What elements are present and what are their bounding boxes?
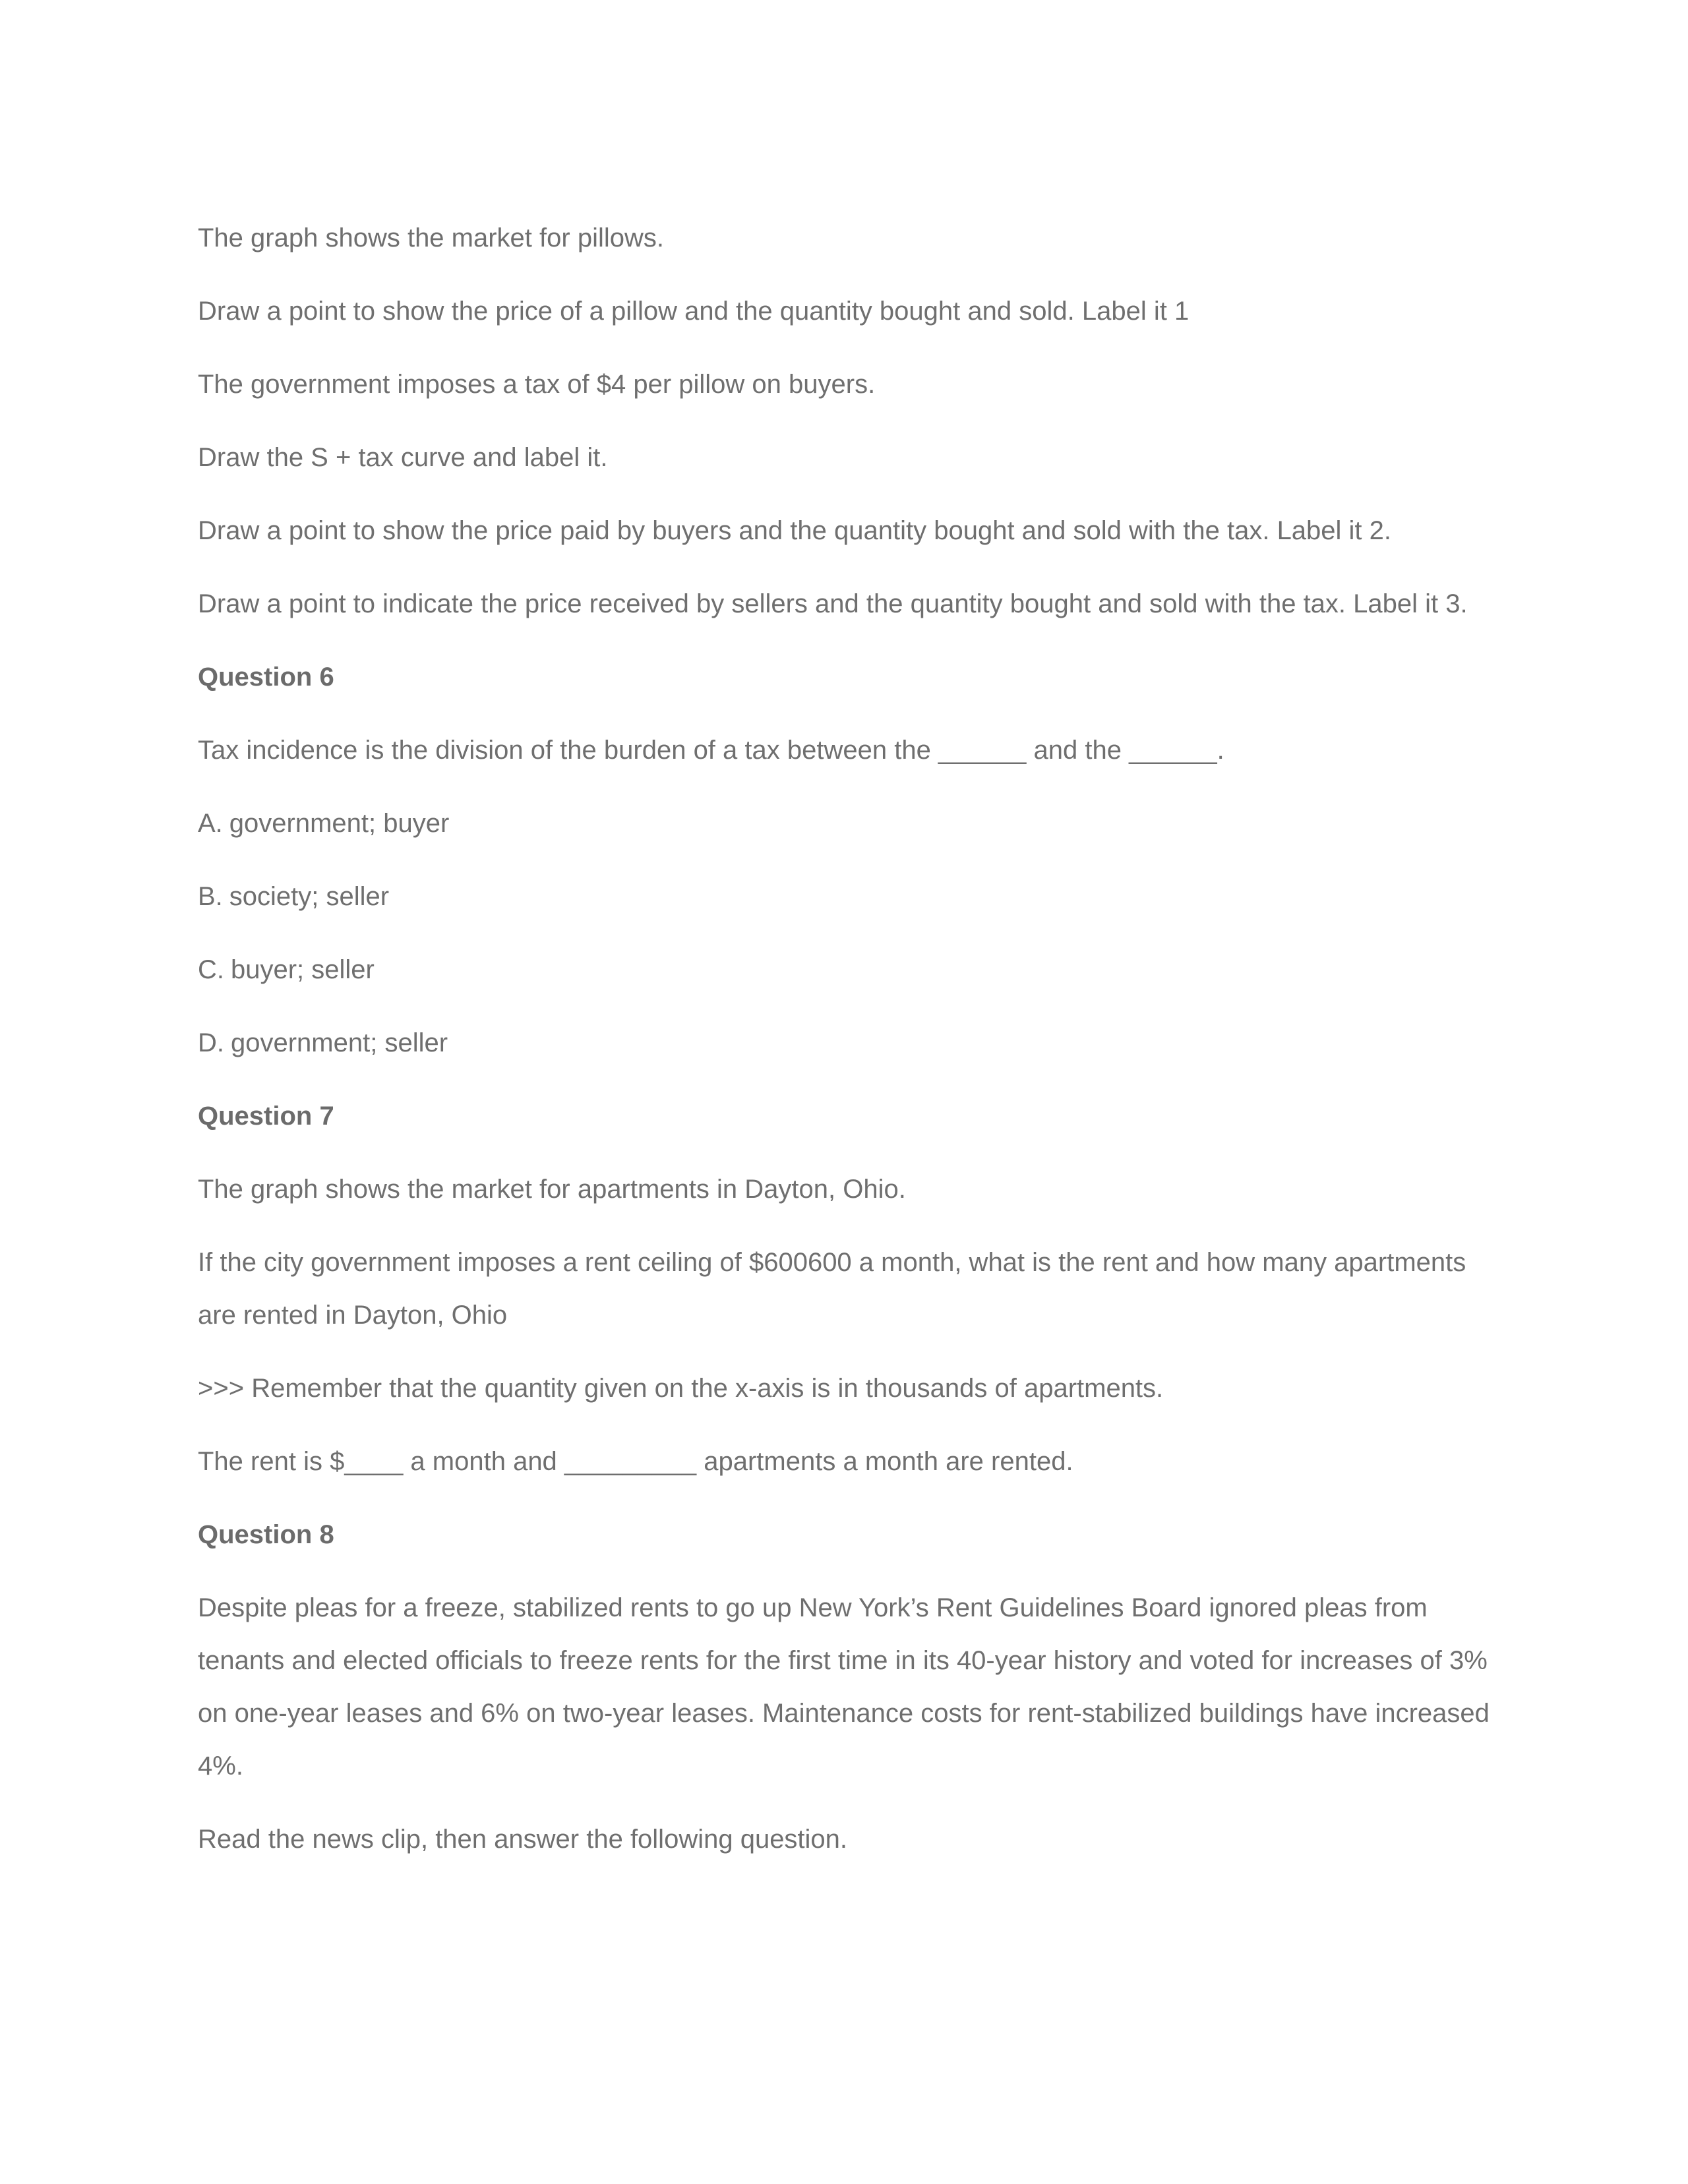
option-letter: A.: [198, 809, 223, 838]
option-letter: D.: [198, 1028, 224, 1057]
intro-paragraph-1: The graph shows the market for pillows.: [198, 223, 664, 252]
intro-paragraph-4: Draw the S + tax curve and label it.: [198, 443, 608, 472]
document-body: [198, 212, 1490, 1886]
question-8-instruction: Read the news clip, then answer the following question.: [198, 1825, 848, 1854]
question-6-prompt: Tax incidence is the division of the burden of a tax between the ______ and the ______.: [198, 736, 1224, 765]
question-6-option-b: [198, 870, 1490, 923]
question-7-line-1: The graph shows the market for apartments in Dayton, Ohio.: [198, 1175, 906, 1204]
question-6-heading: Question 6: [198, 663, 334, 692]
intro-paragraph-2: Draw a point to show the price of a pillow and the quantity bought and sold. Label it 1: [198, 297, 1190, 326]
question-6-option-d: [198, 1017, 1490, 1069]
question-7-heading: Question 7: [198, 1102, 334, 1131]
option-text: society; seller: [229, 882, 390, 911]
intro-paragraph-6: Draw a point to indicate the price received by sellers and the quantity bought and sold with the tax. Label it 3.: [198, 589, 1468, 618]
option-text: government; seller: [231, 1028, 448, 1057]
option-text: buyer; seller: [231, 955, 375, 984]
question-8-heading: Question 8: [198, 1520, 334, 1549]
option-text: government; buyer: [229, 809, 450, 838]
option-letter: C.: [198, 955, 224, 984]
intro-paragraph-3: The government imposes a tax of $4 per pillow on buyers.: [198, 370, 876, 399]
question-6-option-a: [198, 797, 1490, 850]
question-7-line-2: If the city government imposes a rent ceiling of $600600 a month, what is the rent and how many apartments are rented in Dayton, Ohio: [198, 1248, 1466, 1330]
option-letter: B.: [198, 882, 223, 911]
question-7-line-3: >>> Remember that the quantity given on the x-axis is in thousands of apartments.: [198, 1374, 1164, 1403]
question-8-paragraph: Despite pleas for a freeze, stabilized rents to go up New York’s Rent Guidelines Board ignored pleas from tenants and elected officials to freeze rents for the first time in its 40-year history and voted for increases of 3% on one-year leases and 6% on two-year leases. Maintenance costs for rent-stabilized buildings have increased 4%.: [198, 1593, 1490, 1781]
intro-paragraph-5: Draw a point to show the price paid by buyers and the quantity bought and sold with the tax. Label it 2.: [198, 516, 1392, 545]
question-6-option-c: [198, 943, 1490, 996]
question-7-line-4: The rent is $____ a month and _________ apartments a month are rented.: [198, 1447, 1073, 1476]
